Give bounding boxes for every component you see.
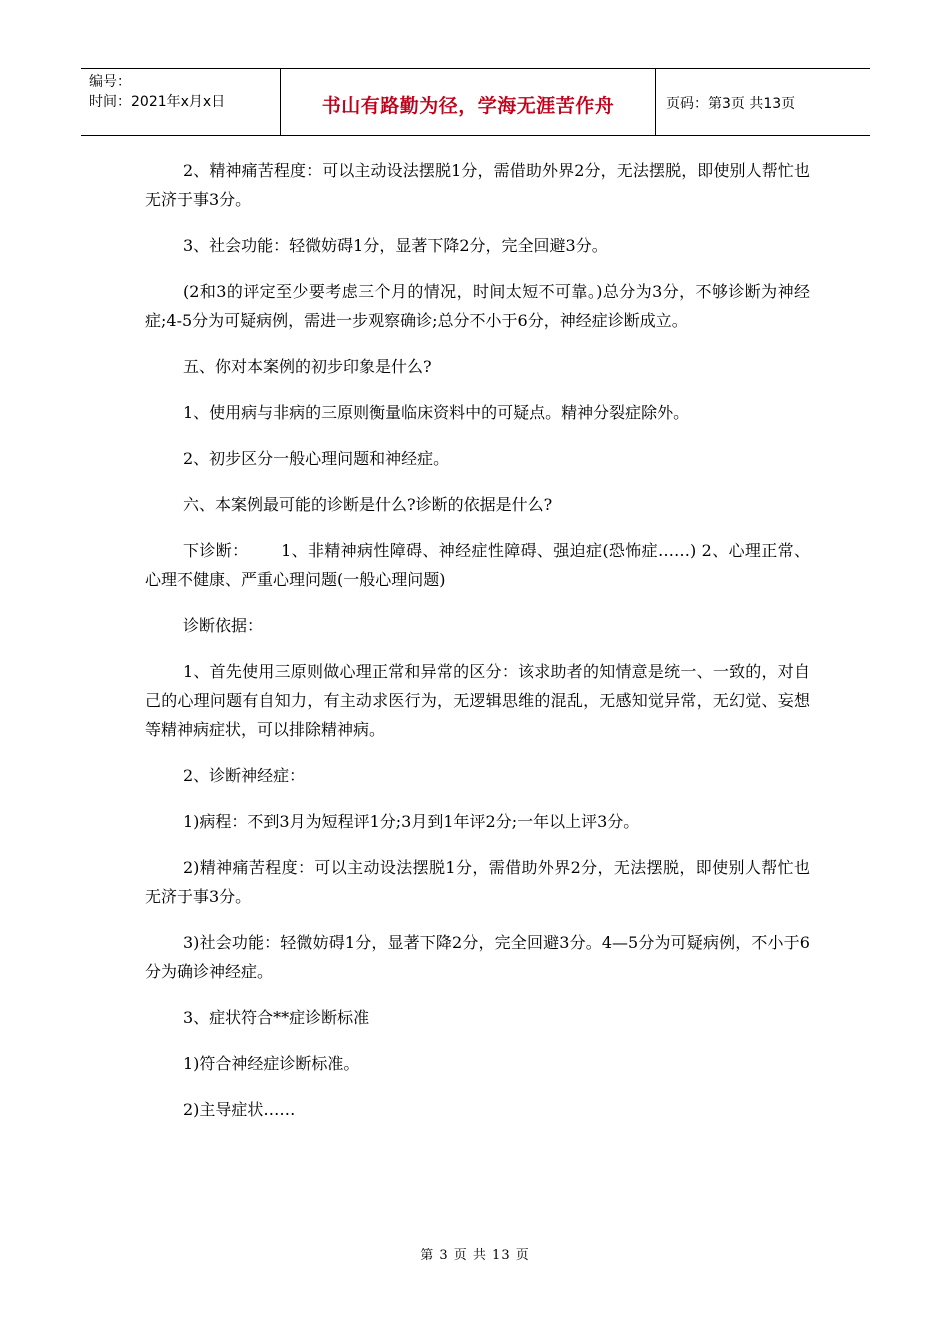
header-meta-cell [81, 69, 281, 135]
paragraph: 2)精神痛苦程度：可以主动设法摆脱1分，需借助外界2分，无法摆脱，即使别人帮忙也无济于事3分。 [145, 858, 810, 906]
paragraph: 1、使用病与非病的三原则衡量临床资料中的可疑点。精神分裂症除外。 [183, 403, 690, 422]
document-body [145, 156, 810, 1141]
paragraph: 1)符合神经症诊断标准。 [183, 1054, 360, 1073]
section-heading: 六、本案例最可能的诊断是什么?诊断的依据是什么? [183, 495, 553, 514]
header-motto: 书山有路勤为径，学海无涯苦作舟 [281, 69, 656, 135]
paragraph: 1、首先使用三原则做心理正常和异常的区分：该求助者的知情意是统一、一致的，对自己的心理问题有自知力，有主动求医行为，无逻辑思维的混乱，无感知觉异常，无幻觉、妄想等精神病症状，可以排除精神病。 [145, 662, 810, 739]
serial-label: 编号： [89, 74, 131, 90]
paragraph: (2和3的评定至少要考虑三个月的情况，时间太短不可靠。)总分为3分，不够诊断为神经症;4-5分为可疑病例，需进一步观察确诊;总分不小于6分，神经症诊断成立。 [145, 282, 810, 330]
paragraph: 诊断依据： [183, 616, 264, 635]
paragraph: 2、精神痛苦程度：可以主动设法摆脱1分，需借助外界2分，无法摆脱，即使别人帮忙也无济于事3分。 [145, 161, 810, 209]
header-page-info: 页码：第3页 共13页 [666, 96, 796, 112]
page-header [81, 68, 870, 136]
paragraph: 3、社会功能：轻微妨碍1分，显著下降2分，完全回避3分。 [183, 236, 608, 255]
paragraph: 2、初步区分一般心理问题和神经症。 [183, 449, 450, 468]
paragraph: 3)社会功能：轻微妨碍1分，显著下降2分，完全回避3分。4—5分为可疑病例，不小于6分为确诊神经症。 [145, 933, 810, 981]
paragraph: 2)主导症状…… [183, 1100, 296, 1119]
paragraph: 下诊断： 1、非精神病性障碍、神经症性障碍、强迫症(恐怖症……) 2、心理正常、心理不健康、严重心理问题(一般心理问题) [145, 541, 810, 589]
section-heading: 五、你对本案例的初步印象是什么? [183, 357, 432, 376]
time-label: 时间：2021年x月x日 [89, 94, 226, 110]
paragraph: 3、症状符合**症诊断标准 [183, 1008, 370, 1027]
page-footer: 第 3 页 共 13 页 [420, 1248, 530, 1263]
paragraph: 2、诊断神经症： [183, 766, 306, 785]
paragraph: 1)病程：不到3月为短程评1分;3月到1年评2分;一年以上评3分。 [183, 812, 640, 831]
